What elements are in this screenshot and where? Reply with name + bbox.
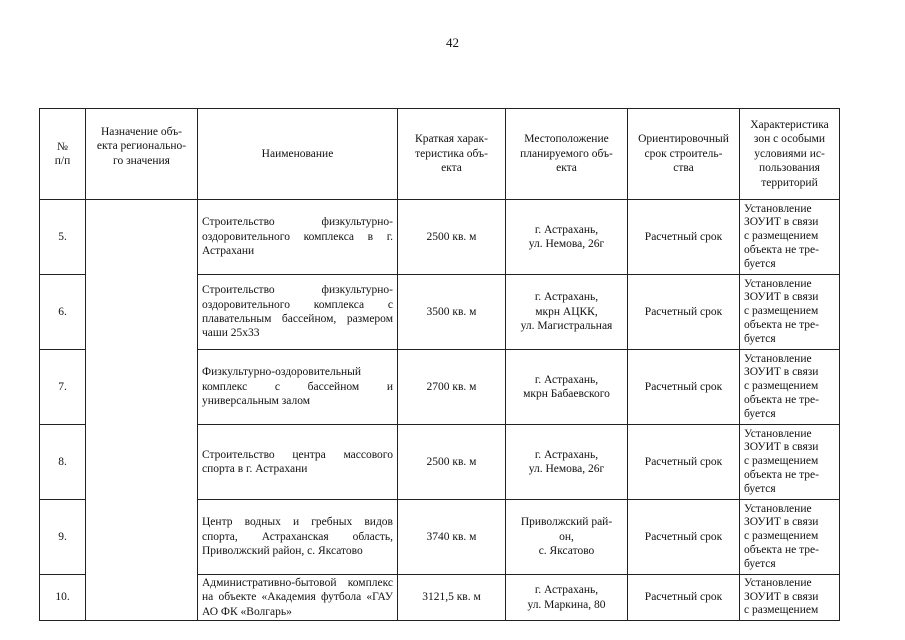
object-area: 2500 кв. м <box>398 200 506 275</box>
object-area: 3740 кв. м <box>398 500 506 575</box>
object-location: г. Астрахань, ул. Немова, 26г <box>506 200 628 275</box>
object-area: 2500 кв. м <box>398 425 506 500</box>
object-name: Центр водных и гребных видов спорта, Астраханская область, Приволжский район, с. Яксатово <box>198 500 398 575</box>
construction-term: Расчетный срок <box>628 200 740 275</box>
row-number: 8. <box>40 425 86 500</box>
construction-term: Расчетный срок <box>628 575 740 621</box>
object-name: Физкультурно-оздоровительный комплекс с бассейном и универсальным залом <box>198 350 398 425</box>
header-term: Ориентировочный срок строитель- ства <box>628 109 740 200</box>
row-number: 10. <box>40 575 86 621</box>
construction-term: Расчетный срок <box>628 425 740 500</box>
row-number: 9. <box>40 500 86 575</box>
header-location: Местоположение планируемого объ- екта <box>506 109 628 200</box>
header-name: Наименование <box>198 109 398 200</box>
header-characteristic: Краткая харак- теристика объ- екта <box>398 109 506 200</box>
object-location: г. Астрахань, ул. Немова, 26г <box>506 425 628 500</box>
header-zone: Характеристика зон с особыми условиями ис- пользования территорий <box>740 109 840 200</box>
object-location: Приволжский рай- он, с. Яксатово <box>506 500 628 575</box>
construction-term: Расчетный срок <box>628 500 740 575</box>
regional-objects-table <box>39 108 840 621</box>
zone-characteristic: Установление ЗОУИТ в связи с размещением объекта не тре- буется <box>740 500 840 575</box>
object-name: Строительство физкультурно-оздоровительного комплекса в г. Астрахани <box>198 200 398 275</box>
table-header-row <box>40 109 840 200</box>
construction-term: Расчетный срок <box>628 350 740 425</box>
page-number: 42 <box>446 35 459 50</box>
object-name: Строительство центра массового спорта в г. Астрахани <box>198 425 398 500</box>
object-name: Строительство физкультурно-оздоровительного комплекса с плавательным бассейном, размером чаши 25х33 <box>198 275 398 350</box>
header-purpose: Назначение объ- екта регионально- го значения <box>86 109 198 200</box>
object-location: г. Астрахань, ул. Маркина, 80 <box>506 575 628 621</box>
object-area: 3121,5 кв. м <box>398 575 506 621</box>
purpose-cell <box>86 200 198 621</box>
zone-characteristic: Установление ЗОУИТ в связи с размещением объекта не тре- буется <box>740 350 840 425</box>
table-row <box>40 200 840 275</box>
zone-characteristic: Установление ЗОУИТ в связи с размещением объекта не тре- буется <box>740 275 840 350</box>
object-area: 3500 кв. м <box>398 275 506 350</box>
row-number: 7. <box>40 350 86 425</box>
row-number: 6. <box>40 275 86 350</box>
object-area: 2700 кв. м <box>398 350 506 425</box>
construction-term: Расчетный срок <box>628 275 740 350</box>
object-location: г. Астрахань, мкрн АЦКК, ул. Магистральная <box>506 275 628 350</box>
header-number: № п/п <box>40 109 86 200</box>
object-location: г. Астрахань, мкрн Бабаевского <box>506 350 628 425</box>
row-number: 5. <box>40 200 86 275</box>
object-name: Административно-бытовой комплекс на объекте «Академия футбола «ГАУ АО ФК «Волгарь» <box>198 575 398 621</box>
zone-characteristic: Установление ЗОУИТ в связи с размещением объекта не тре- буется <box>740 200 840 275</box>
zone-characteristic: Установление ЗОУИТ в связи с размещением объекта не тре- буется <box>740 425 840 500</box>
zone-characteristic: Установление ЗОУИТ в связи с размещением <box>740 575 840 621</box>
